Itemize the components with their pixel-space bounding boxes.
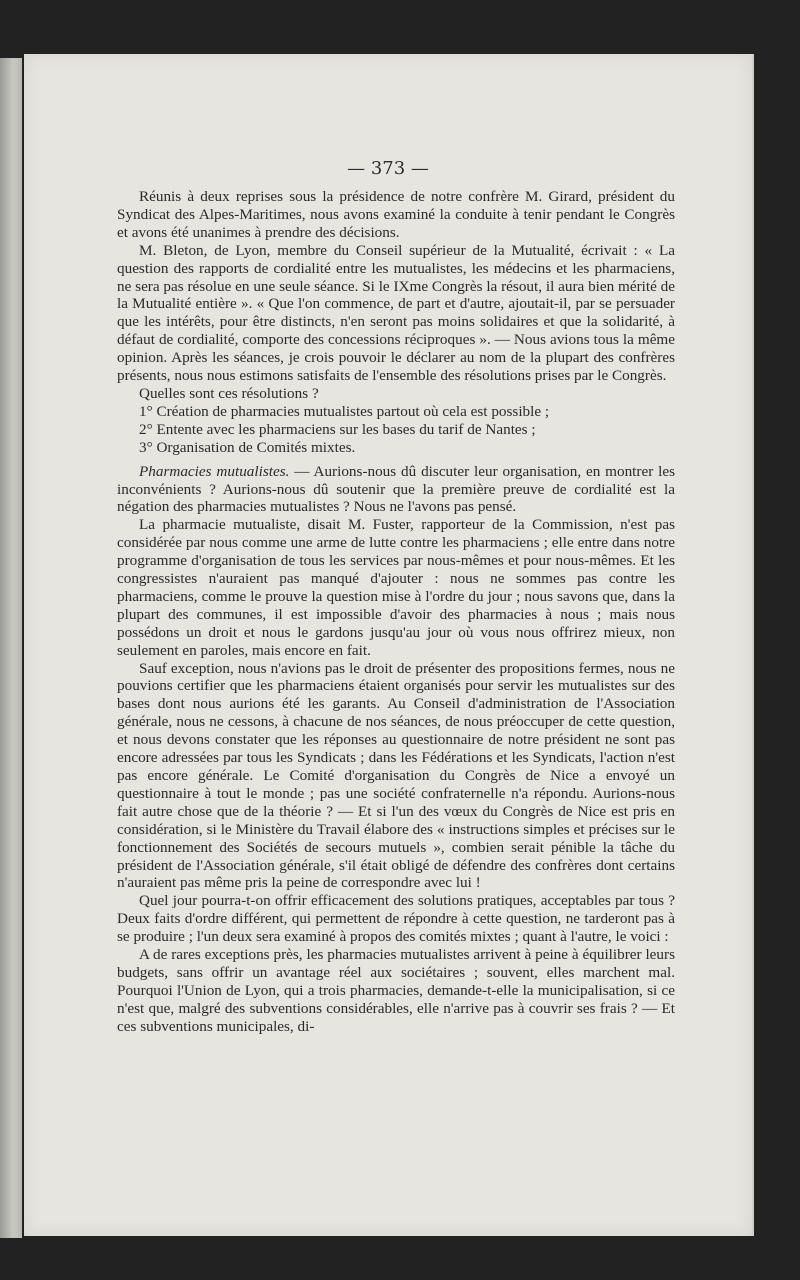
paragraph-pharmacies-text: — Aurions-nous dû discuter leur organisation, en montrer les inconvénients ? Aurions-nous dû soutenir que la première preuve de cordialité est la négation des pharmacies mutualistes ? Nous ne l'avons pas pensé. — [117, 462, 675, 516]
page-body — [117, 188, 675, 1036]
paragraph-fuster: La pharmacie mutualiste, disait M. Fuster, rapporteur de la Commission, n'est pas considérée par nous comme une arme de lutte contre les pharmaciens ; elle entre dans notre programme d'organisation de tous les services par nous-mêmes et pour nous-mêmes. Et les congressistes n'auraient pas manqué d'ajouter : nous ne sommes pas contre les pharmaciens, comme le prouve la question mise à l'ordre du jour ; nous savons que, dans la plupart des communes, il est impossible d'avoir des pharmacies à nous ; mais nous possédons un droit et nous le gardons jusqu'au jour où vous nous offrirez mieux, non seulement en paroles, mais encore en fait. — [117, 516, 675, 659]
paragraph-quel-jour: Quel jour pourra-t-on offrir efficacement des solutions pratiques, acceptables par tous ? Deux faits d'ordre différent, qui permettent de répondre à cette question, ne tarderont pas à se produire ; l'un deux sera examiné à propos des comités mixtes ; quant à l'autre, le voici : — [117, 892, 675, 946]
paragraph-question: Quelles sont ces résolutions ? — [139, 384, 319, 402]
resolution-item: 3° Organisation de Comités mixtes. — [139, 438, 356, 456]
paragraph-bleton: M. Bleton, de Lyon, membre du Conseil supérieur de la Mutualité, écrivait : « La question des rapports de cordialité entre les mutualistes, les médecins et les pharmaciens, ne sera pas résolue en une seule séance. Si le IXme Congrès la résout, il aura bien mérité de la Mutualité entière ». « Que l'on commence, de part et d'autre, ajoutait-il, par se persuader que les intérêts, pour être distincts, n'en seront pas moins solidaires et que la solidarité, à défaut de cordialité, comporte des concessions réciproques ». — Nous avions tous la même opinion. Après les séances, je crois pouvoir le déclarer au nom de la plupart des confrères présents, nous nous estimons satisfaits de l'ensemble des résolutions prises par le Congrès. — [117, 241, 675, 385]
resolution-item: 1° Création de pharmacies mutualistes partout où cela est possible ; — [139, 402, 550, 420]
resolution-item: 2° Entente avec les pharmaciens sur les bases du tarif de Nantes ; — [139, 420, 536, 438]
paragraph-reunis: Réunis à deux reprises sous la présidence de notre confrère M. Girard, président du Syndicat des Alpes-Maritimes, nous avons examiné la conduite à tenir pendant le Congrès et avons été unanimes à prendre des décisions. — [117, 188, 675, 241]
paragraph-sauf-exception: Sauf exception, nous n'avions pas le droit de présenter des propositions fermes, nous ne pouvions certifier que les pharmaciens étaient organisés pour servir les mutualistes sur des bases dont nous aurions été les garants. Au Conseil d'administration de l'Association générale, nous ne cessons, à chacune de nos séances, de nous préoccuper de cette question, et nous devons constater que les réponses au questionnaire de notre président ne sont pas encore adressées par tous les Syndicats ; dans les Fédérations et les Syndicats, l'action n'est pas encore générale. Le Comité d'organisation du Congrès de Nice a envoyé un questionnaire à tout le monde ; pas une société confraternelle n'a répondu. Aurions-nous fait autre chose que de la théorie ? — Et si l'un des vœux du Congrès de Nice est pris en considération, si le Ministère du Travail élabore des « instructions simples et précises sur le fonctionnement des Sociétés de secours mutuels », combien serait pénible la tâche du président de l'Association générale, s'il était obligé de défendre des confrères dont certains n'auraient pas même pris la peine de correspondre avec lui ! — [117, 659, 675, 892]
paragraph-pharmacies — [117, 463, 675, 517]
paragraph-rares-exceptions: A de rares exceptions près, les pharmacies mutualistes arrivent à peine à équilibrer leurs budgets, sans offrir un avantage réel aux sociétaires ; souvent, elles marchent mal. Pourquoi l'Union de Lyon, qui a trois pharmacies, demande-t-elle la municipalisation, si ce n'est que, malgré des subventions considérables, elle n'arrive pas à couvrir ses frais ? — Et ces subventions municipales, di- — [117, 946, 675, 1035]
previous-page-edge — [0, 58, 22, 1238]
book-page — [24, 54, 752, 1236]
page-number: — 373 — — [347, 158, 429, 179]
section-heading-pharmacies: Pharmacies mutualistes. — [139, 462, 290, 480]
